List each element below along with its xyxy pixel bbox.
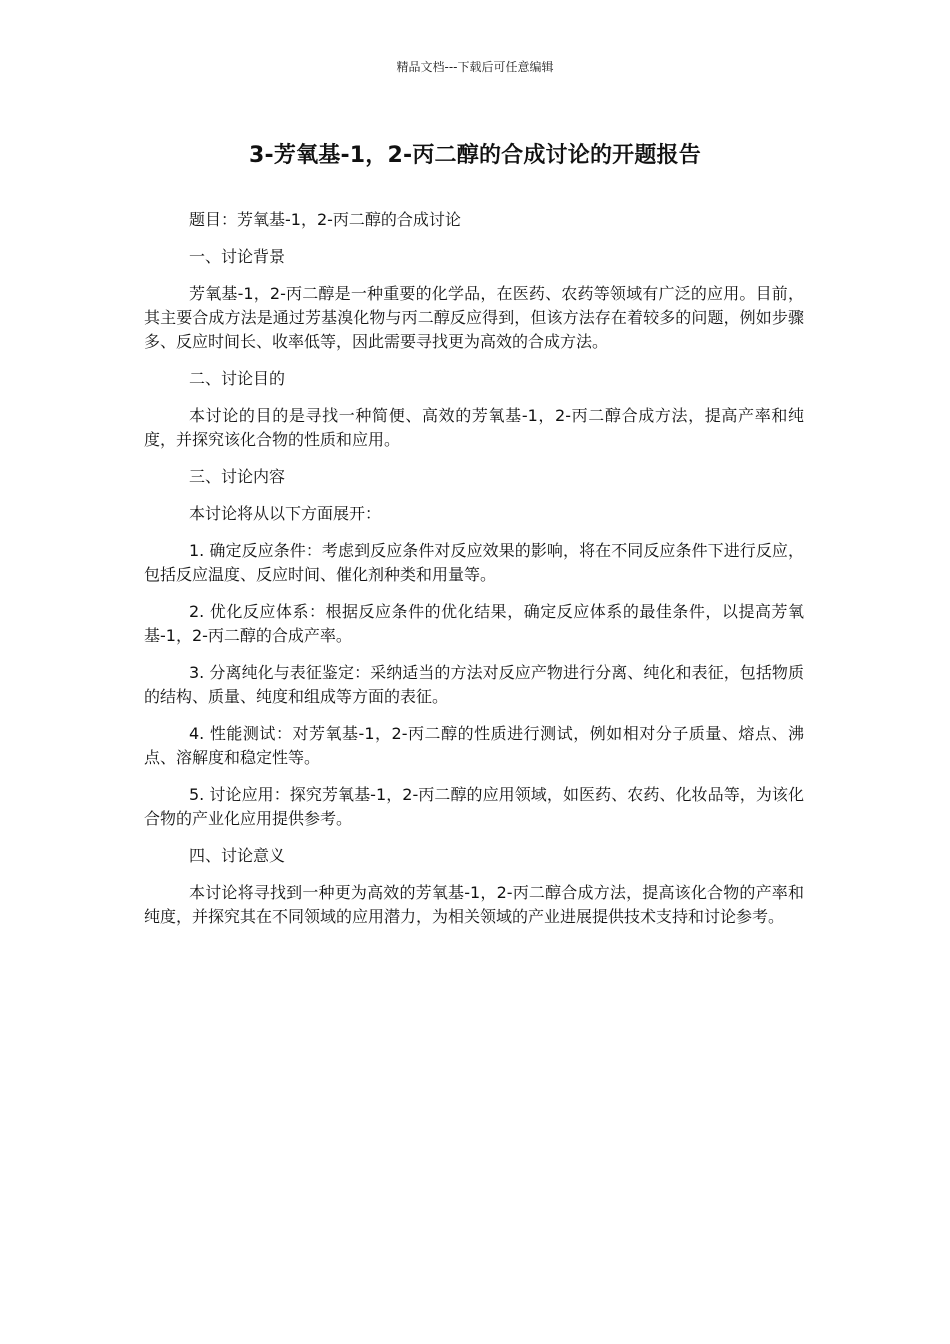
subject-line: 题目：芳氧基-1，2-丙二醇的合成讨论 [189,210,461,229]
content-item-2: 2. 优化反应体系：根据反应条件的优化结果，确定反应体系的最佳条件，以提高芳氧基-1，2-丙二醇的合成产率。 [144,602,804,645]
header-note: 精品文档---下载后可任意编辑 [396,60,554,74]
content-item-1: 1. 确定反应条件：考虑到反应条件对反应效果的影响，将在不同反应条件下进行反应，包括反应温度、反应时间、催化剂种类和用量等。 [144,541,804,584]
content-item-3: 3. 分离纯化与表征鉴定：采纳适当的方法对反应产物进行分离、纯化和表征，包括物质的结构、质量、纯度和组成等方面的表征。 [144,663,804,706]
content-item-4: 4. 性能测试：对芳氧基-1，2-丙二醇的性质进行测试，例如相对分子质量、熔点、沸点、溶解度和稳定性等。 [144,724,804,767]
significance-paragraph: 本讨论将寻找到一种更为高效的芳氧基-1，2-丙二醇合成方法，提高该化合物的产率和纯度，并探究其在不同领域的应用潜力，为相关领域的产业进展提供技术支持和讨论参考。 [144,883,804,926]
section-heading-background: 一、讨论背景 [189,247,286,266]
document-body [144,208,804,942]
section-heading-purpose: 二、讨论目的 [189,369,286,388]
section-heading-content: 三、讨论内容 [189,467,286,486]
content-intro: 本讨论将从以下方面展开： [189,504,382,523]
purpose-paragraph: 本讨论的目的是寻找一种简便、高效的芳氧基-1，2-丙二醇合成方法，提高产率和纯度，并探究该化合物的性质和应用。 [144,406,804,449]
document-title: 3-芳氧基-1，2-丙二醇的合成讨论的开题报告 [249,143,701,168]
section-heading-significance: 四、讨论意义 [189,846,286,865]
content-item-5: 5. 讨论应用：探究芳氧基-1，2-丙二醇的应用领域，如医药、农药、化妆品等，为该化合物的产业化应用提供参考。 [144,785,804,828]
background-paragraph: 芳氧基-1，2-丙二醇是一种重要的化学品，在医药、农药等领域有广泛的应用。目前，其主要合成方法是通过芳基溴化物与丙二醇反应得到，但该方法存在着较多的问题，例如步骤多、反应时间长、收率低等，因此需要寻找更为高效的合成方法。 [144,284,804,351]
